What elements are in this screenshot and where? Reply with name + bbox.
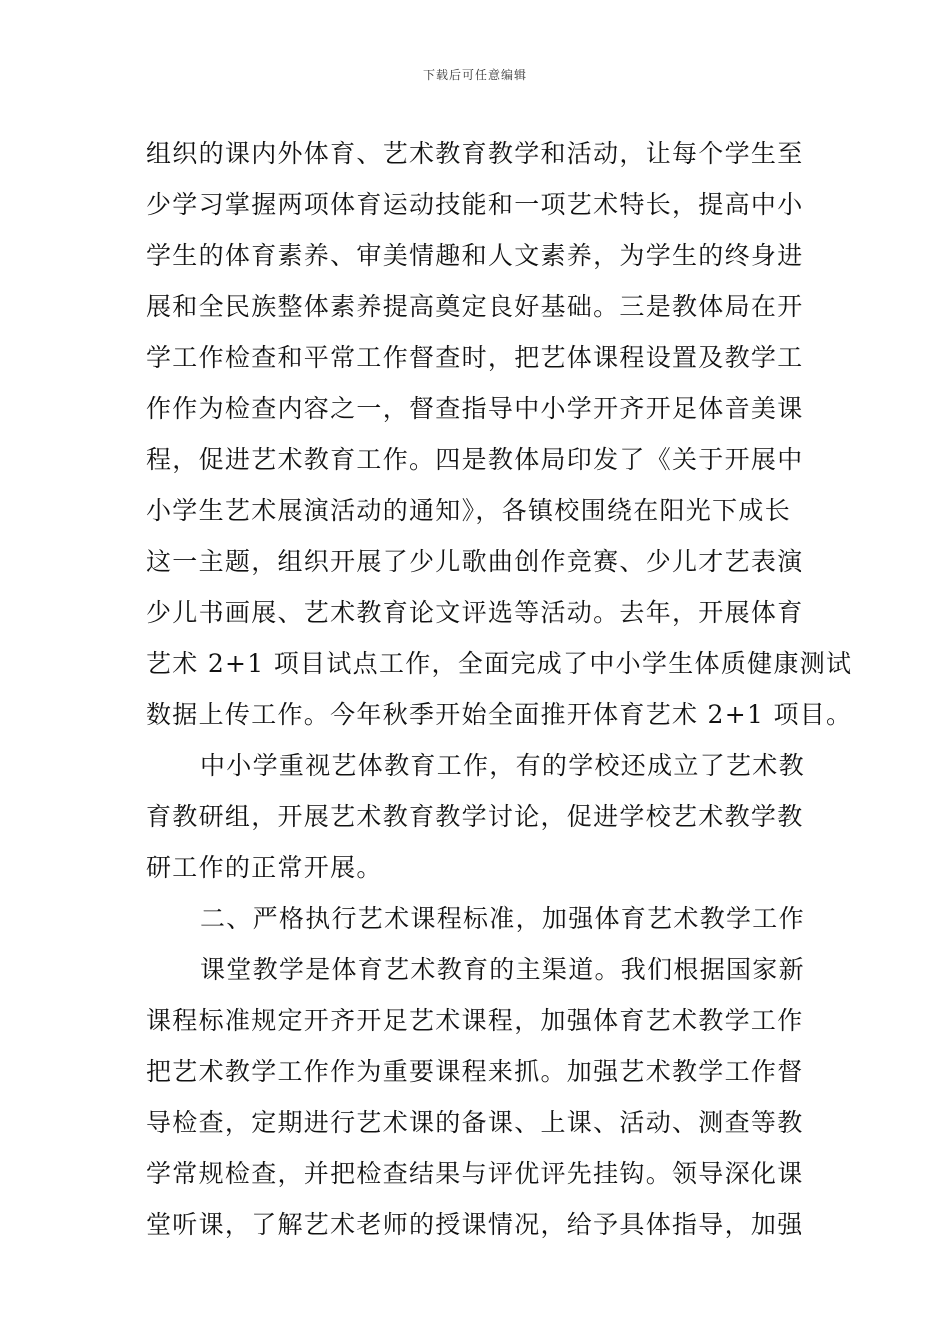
text-line: 学常规检查，并把检查结果与评优评先挂钩。领导深化课 — [146, 1159, 804, 1188]
page-header-note: 下载后可任意编辑 — [422, 68, 527, 82]
text-line: 学工作检查和平常工作督查时，把艺体课程设置及教学工 — [146, 343, 804, 372]
text-line: 把艺术教学工作作为重要课程来抓。加强艺术教学工作督 — [146, 1057, 804, 1086]
text-line: 学生的体育素养、审美情趣和人文素养，为学生的终身进 — [146, 241, 804, 270]
text-line: 研工作的正常开展。 — [146, 853, 383, 882]
text-line: 数据上传工作。今年秋季开始全面推开体育艺术 2+1 项目。 — [146, 700, 853, 729]
document-body — [146, 128, 853, 1250]
text-line: 堂听课，了解艺术老师的授课情况，给予具体指导，加强 — [146, 1210, 804, 1239]
text-line: 艺术 2+1 项目试点工作，全面完成了中小学生体质健康测试 — [146, 649, 853, 678]
text-line: 课堂教学是体育艺术教育的主渠道。我们根据国家新 — [200, 955, 805, 984]
text-line: 导检查，定期进行艺术课的备课、上课、活动、测查等教 — [146, 1108, 804, 1137]
text-line: 二、严格执行艺术课程标准，加强体育艺术教学工作 — [200, 904, 805, 933]
text-line: 中小学重视艺体教育工作，有的学校还成立了艺术教 — [200, 751, 805, 780]
text-line: 展和全民族整体素养提高奠定良好基础。三是教体局在开 — [146, 292, 804, 321]
text-line: 育教研组，开展艺术教育教学讨论，促进学校艺术教学教 — [146, 802, 804, 831]
text-line: 小学生艺术展演活动的通知》，各镇校围绕在阳光下成长 — [146, 496, 792, 525]
text-line: 少学习掌握两项体育运动技能和一项艺术特长，提高中小 — [146, 190, 804, 219]
text-line: 程，促进艺术教育工作。四是教体局印发了《关于开展中 — [146, 445, 804, 474]
text-line: 作作为检查内容之一，督查指导中小学开齐开足体音美课 — [146, 394, 804, 423]
text-line: 少儿书画展、艺术教育论文评选等活动。去年，开展体育 — [146, 598, 804, 627]
text-line: 课程标准规定开齐开足艺术课程，加强体育艺术教学工作 — [146, 1006, 804, 1035]
text-line: 组织的课内外体育、艺术教育教学和活动，让每个学生至 — [146, 139, 804, 168]
text-line: 这一主题，组织开展了少儿歌曲创作竞赛、少儿才艺表演 — [146, 547, 804, 576]
